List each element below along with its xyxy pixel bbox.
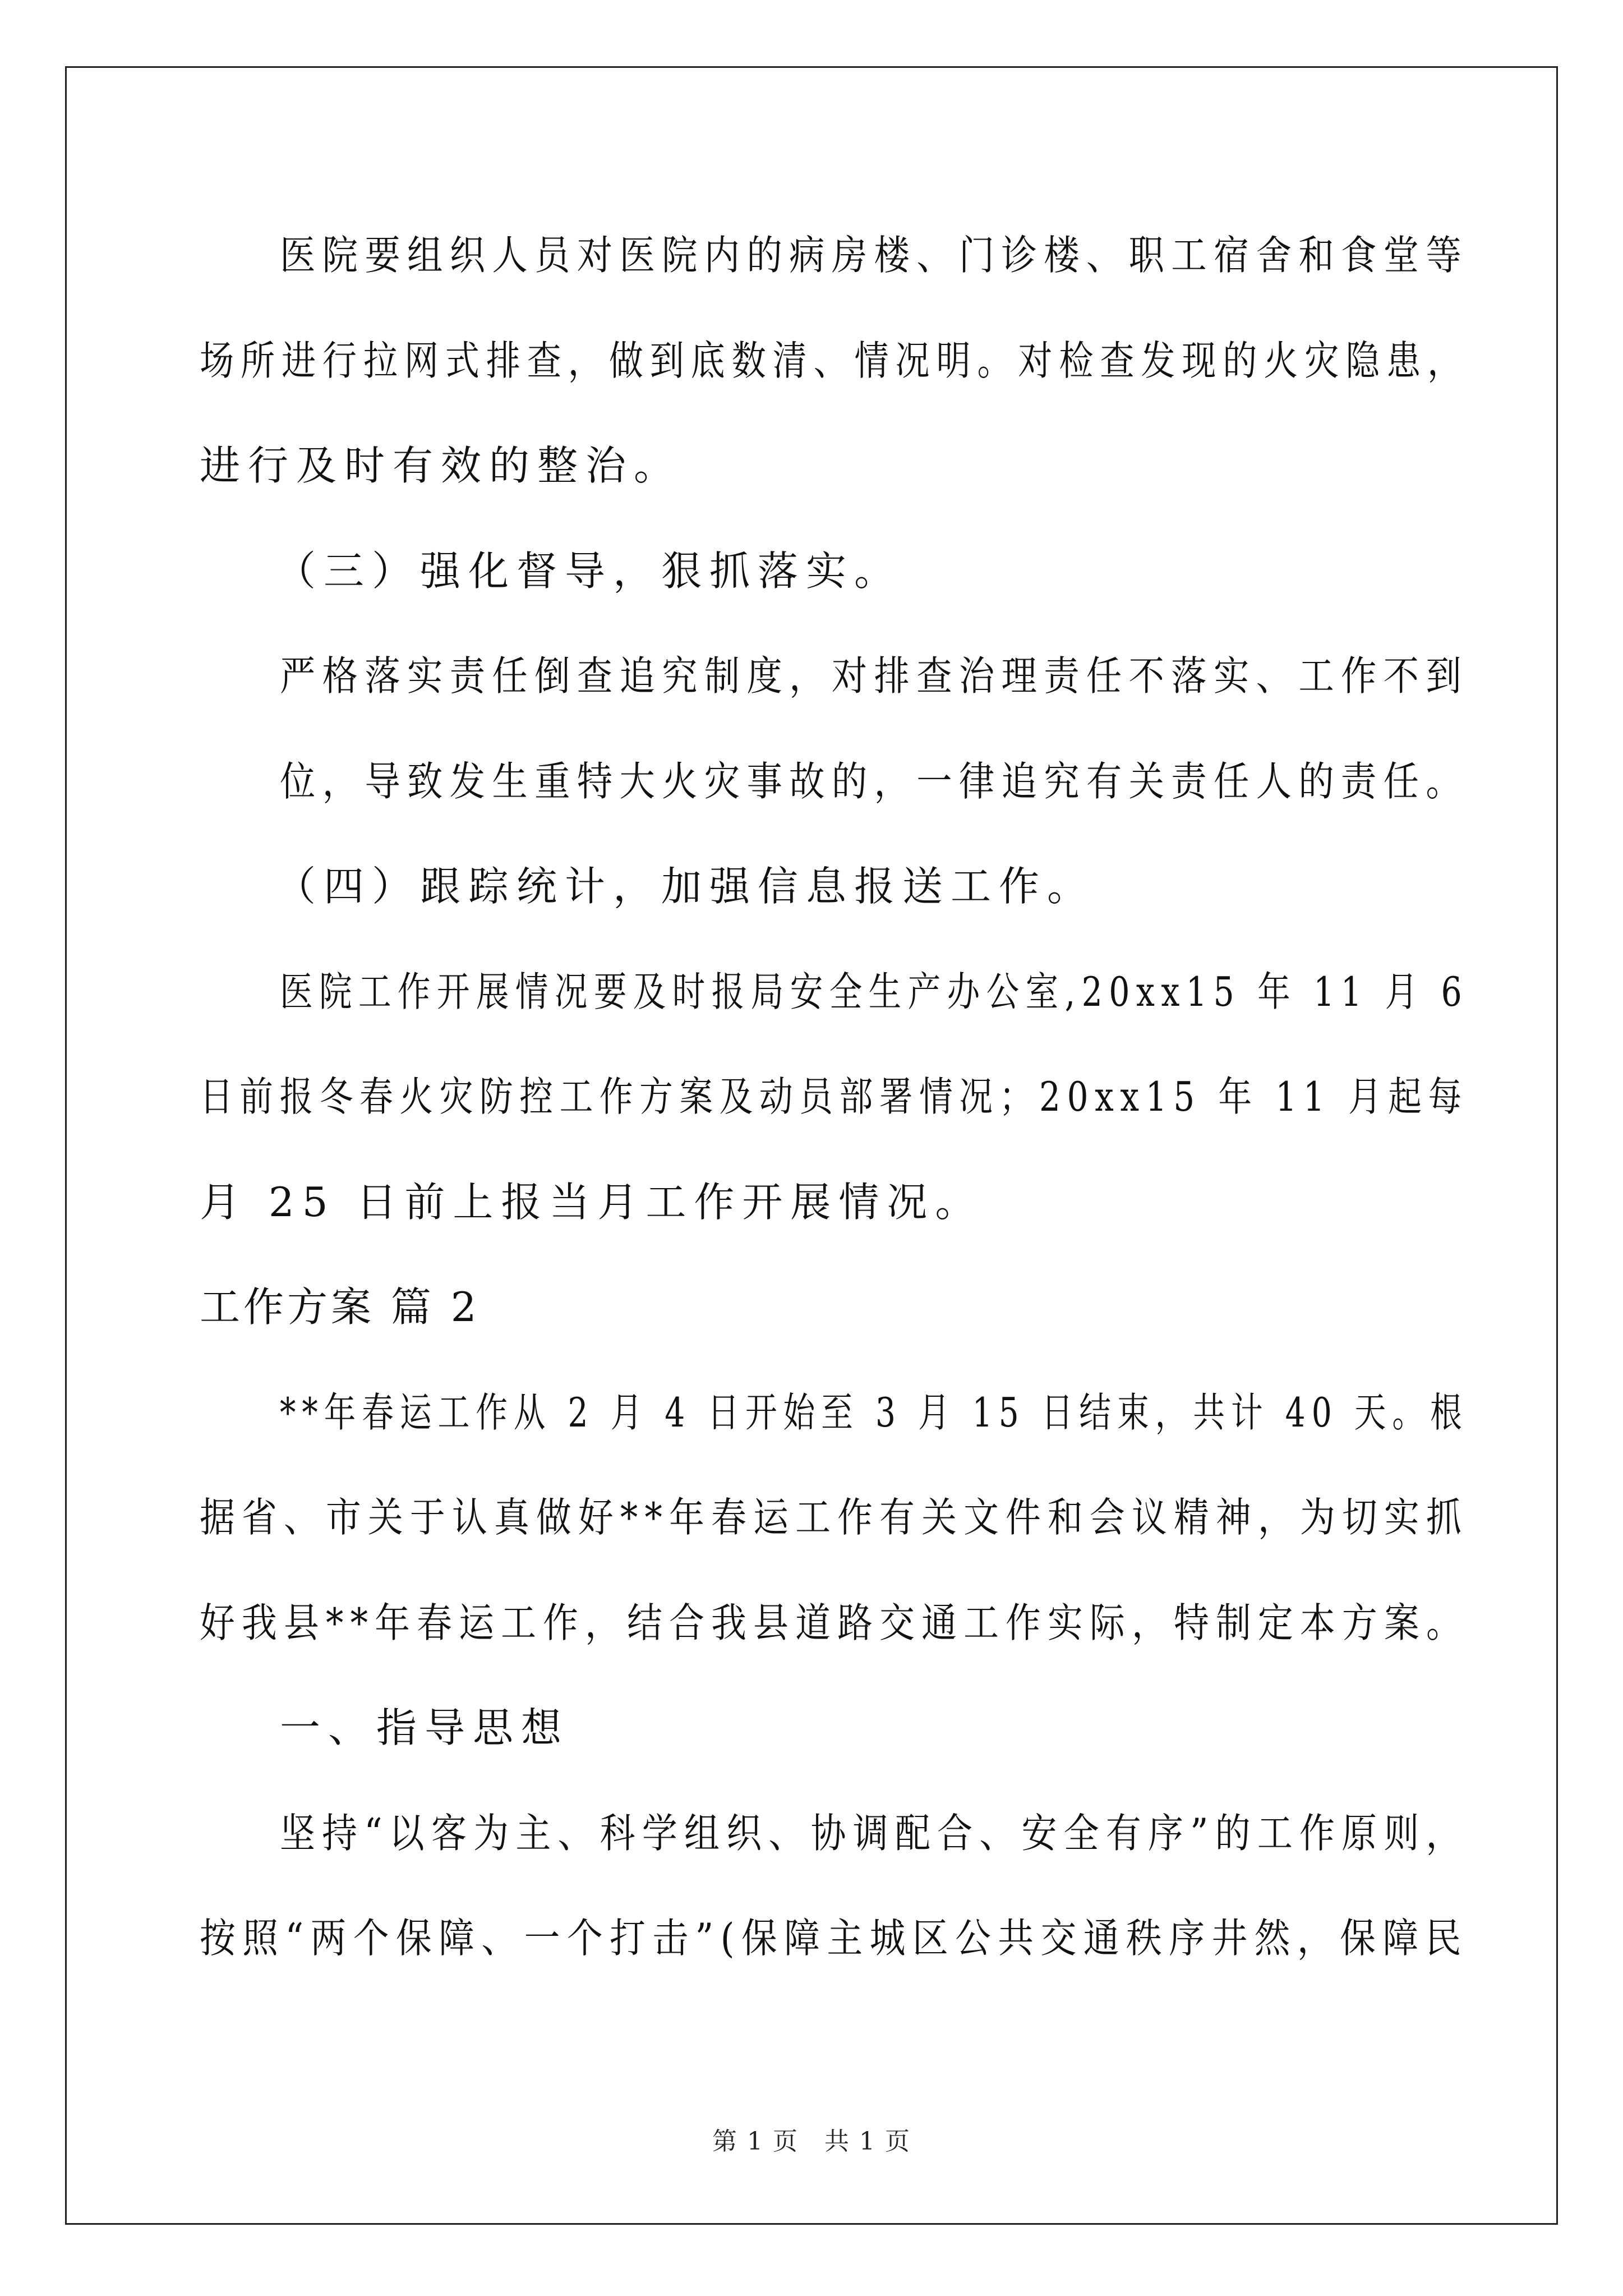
- text-line: 按照“两个保障、一个打击”(保障主城区公共交通秩序井然，保障民: [200, 1915, 1468, 1962]
- text-line: 好我县**年春运工作，结合我县道路交通工作实际，特制定本方案。: [200, 1599, 1468, 1646]
- text-line: **年春运工作从 2 月 4 日开始至 3 月 15 日结束，共计 40 天。根: [280, 1389, 1468, 1436]
- text-line: 医院要组织人员对医院内的病房楼、门诊楼、职工宿舍和食堂等: [280, 232, 1469, 279]
- text-line: 月 25 日前上报当月工作开展情况。: [200, 1179, 984, 1226]
- text-line: 日前报冬春火灾防控工作方案及动员部署情况；20xx15 年 11 月起每: [200, 1073, 1468, 1120]
- section-heading: （四）跟踪统计，加强信息报送工作。: [275, 863, 1096, 910]
- section-heading: 一、指导思想: [280, 1704, 570, 1751]
- text-line: 进行及时有效的整治。: [200, 442, 683, 489]
- text-line: 场所进行拉网式排查，做到底数清、情况明。对检查发现的火灾隐患，: [200, 337, 1469, 384]
- section-heading: （三）强化督导，狠抓落实。: [275, 547, 903, 595]
- page-footer: 第 1 页 共 1 页: [712, 2127, 911, 2156]
- text-line: 严格落实责任倒查追究制度，对排查治理责任不落实、工作不到: [280, 652, 1469, 700]
- text-line: 医院工作开展情况要及时报局安全生产办公室,20xx15 年 11 月 6: [280, 968, 1469, 1015]
- article-heading: 工作方案 篇 2: [200, 1283, 480, 1331]
- page-border: [65, 66, 1558, 2225]
- text-line: 据省、市关于认真做好**年春运工作有关文件和会议精神，为切实抓: [200, 1494, 1468, 1541]
- text-line: 位，导致发生重特大火灾事故的，一律追究有关责任人的责任。: [280, 758, 1469, 805]
- text-line: 坚持“以客为主、科学组织、协调配合、安全有序”的工作原则，: [280, 1810, 1468, 1857]
